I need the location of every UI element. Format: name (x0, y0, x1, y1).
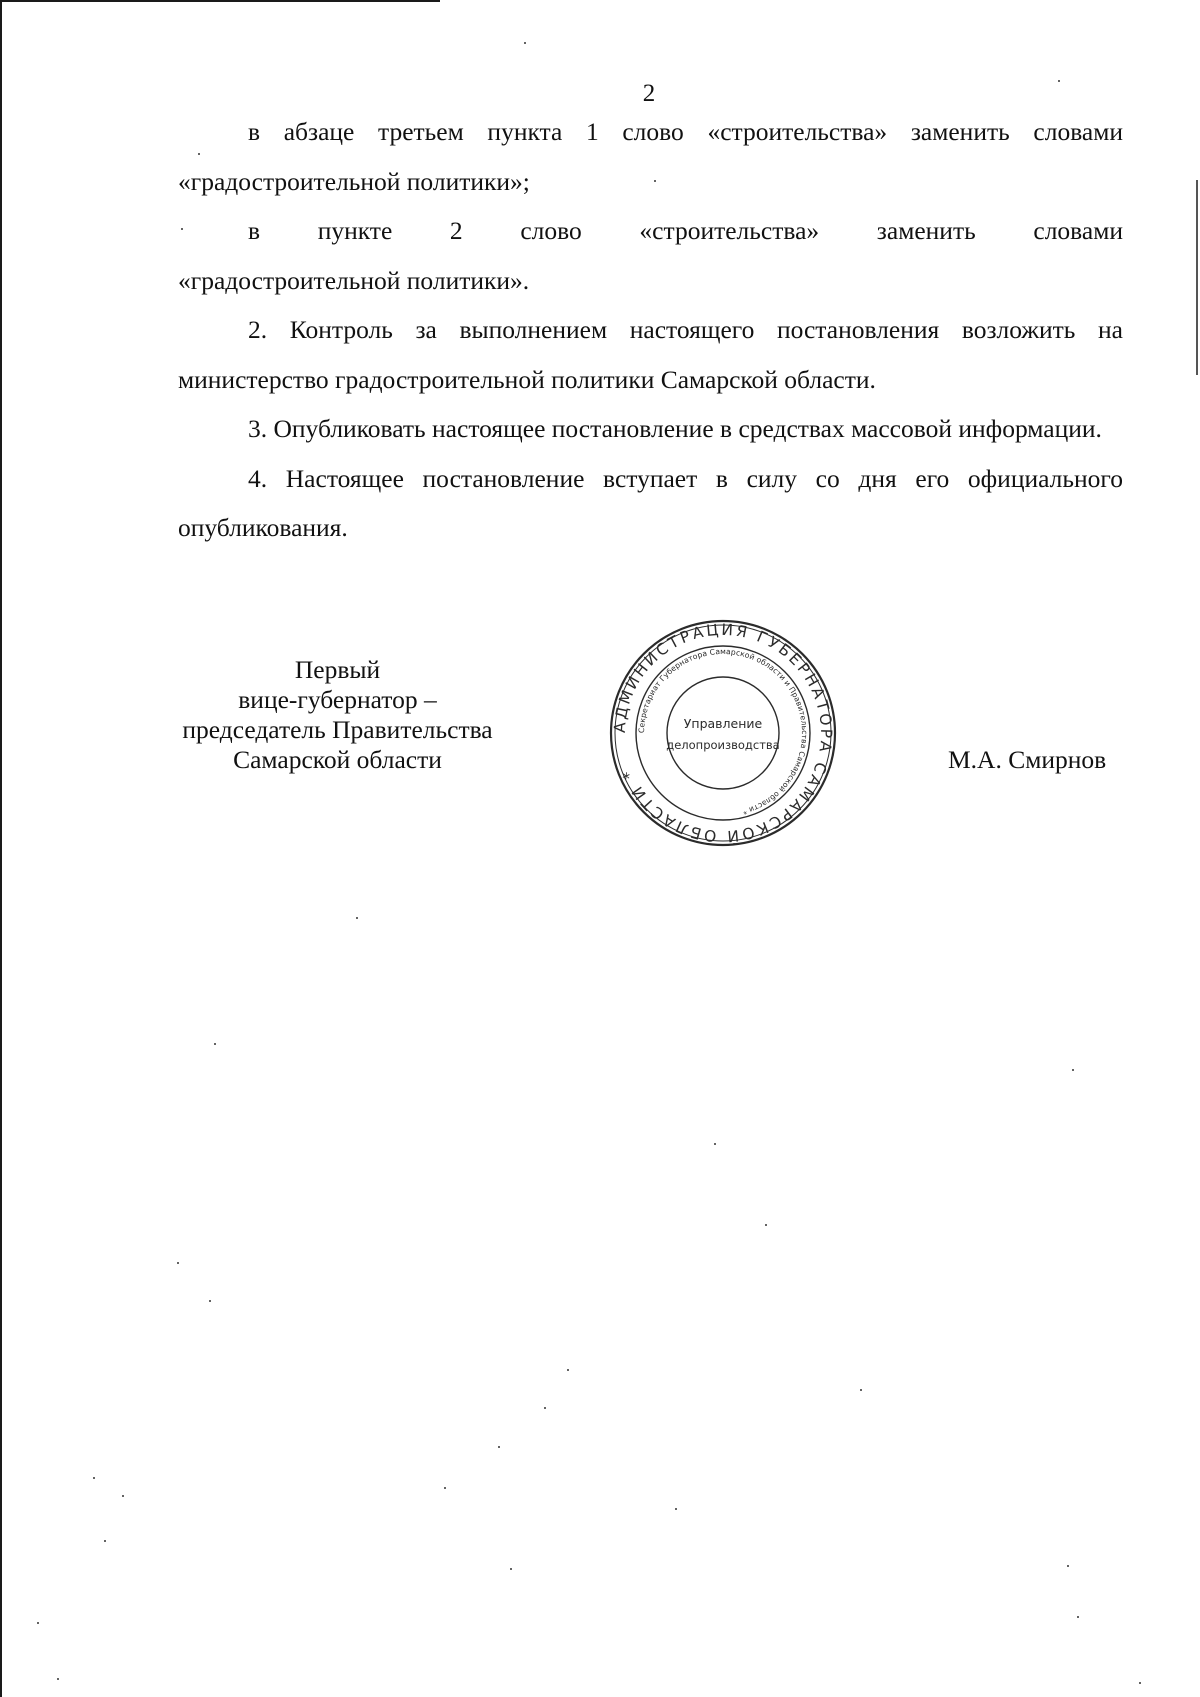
signatory-title-line: председатель Правительства (182, 715, 493, 744)
official-stamp (608, 618, 838, 848)
scan-edge-left (0, 0, 2, 1697)
scan-speck (356, 917, 358, 919)
stamp-center-line-2: делопроизводства (666, 738, 780, 752)
scan-speck (1139, 1682, 1141, 1684)
stamp-middle-border (636, 646, 810, 820)
signatory-title (140, 655, 535, 775)
scan-speck (1077, 1616, 1079, 1618)
scan-speck (209, 1300, 211, 1302)
stamp-inner-ring-text: Секретариат Губернатора Самарской области и Правительства Самарской области * (636, 646, 810, 817)
paragraph-2-line-1: в пункте 2 слово «строительства» заменить словами (248, 216, 1123, 245)
scan-speck (57, 1678, 59, 1680)
scan-speck (860, 1389, 862, 1391)
scan-speck (714, 1143, 716, 1145)
scan-speck (567, 1369, 569, 1371)
scan-speck (1058, 80, 1060, 82)
scan-speck (214, 1043, 216, 1045)
scan-edge-right (1196, 180, 1198, 375)
scan-speck (122, 1495, 124, 1497)
signatory-title-line: Самарской области (233, 745, 442, 774)
scan-speck (510, 1568, 512, 1570)
scan-speck (444, 1487, 446, 1489)
scan-speck (544, 1407, 546, 1409)
scan-speck (37, 1622, 39, 1624)
document-body (178, 107, 1123, 553)
signatory-title-line: Первый (294, 655, 381, 684)
page-number: 2 (642, 80, 656, 107)
paragraph-1-line-2: «градостроительной политики»; (178, 166, 530, 196)
stamp-inner-border (667, 677, 779, 789)
scan-speck (198, 153, 200, 155)
paragraph-4: 3. Опубликовать настоящее постановление в средствах массовой информации. (248, 414, 1102, 443)
paragraph-2-line-2: «градостроительной политики». (178, 265, 530, 295)
stamp-center-line-1: Управление (683, 716, 763, 731)
signatory-title-line: вице-губернатор – (238, 685, 437, 714)
paragraph-3: 2. Контроль за выполнением настоящего постановления возложить на министерство градостроительной политики Самарской области. (178, 315, 1123, 394)
scan-speck (654, 180, 656, 182)
scan-speck (1067, 1565, 1069, 1567)
stamp-outer-ring-text: АДМИНИСТРАЦИЯ ГУБЕРНАТОРА САМАРСКОЙ ОБЛАСТИ * (610, 620, 836, 846)
paragraph-5: 4. Настоящее постановление вступает в силу со дня его официального опубликования. (178, 463, 1123, 542)
signatory-name: М.А. Смирнов (948, 745, 1107, 774)
paragraph-1-line-1: в абзаце третьем пункта 1 слово «строительства» заменить словами (248, 117, 1123, 146)
scan-speck (1072, 1069, 1074, 1071)
scan-speck (675, 1508, 677, 1510)
scan-speck (524, 42, 526, 44)
scan-speck (93, 1477, 95, 1479)
scan-speck (104, 1540, 106, 1542)
scan-speck (765, 1224, 767, 1226)
scan-speck (181, 228, 183, 230)
scan-edge-top (0, 0, 440, 2)
scan-speck (177, 1262, 179, 1264)
scan-speck (498, 1446, 500, 1448)
